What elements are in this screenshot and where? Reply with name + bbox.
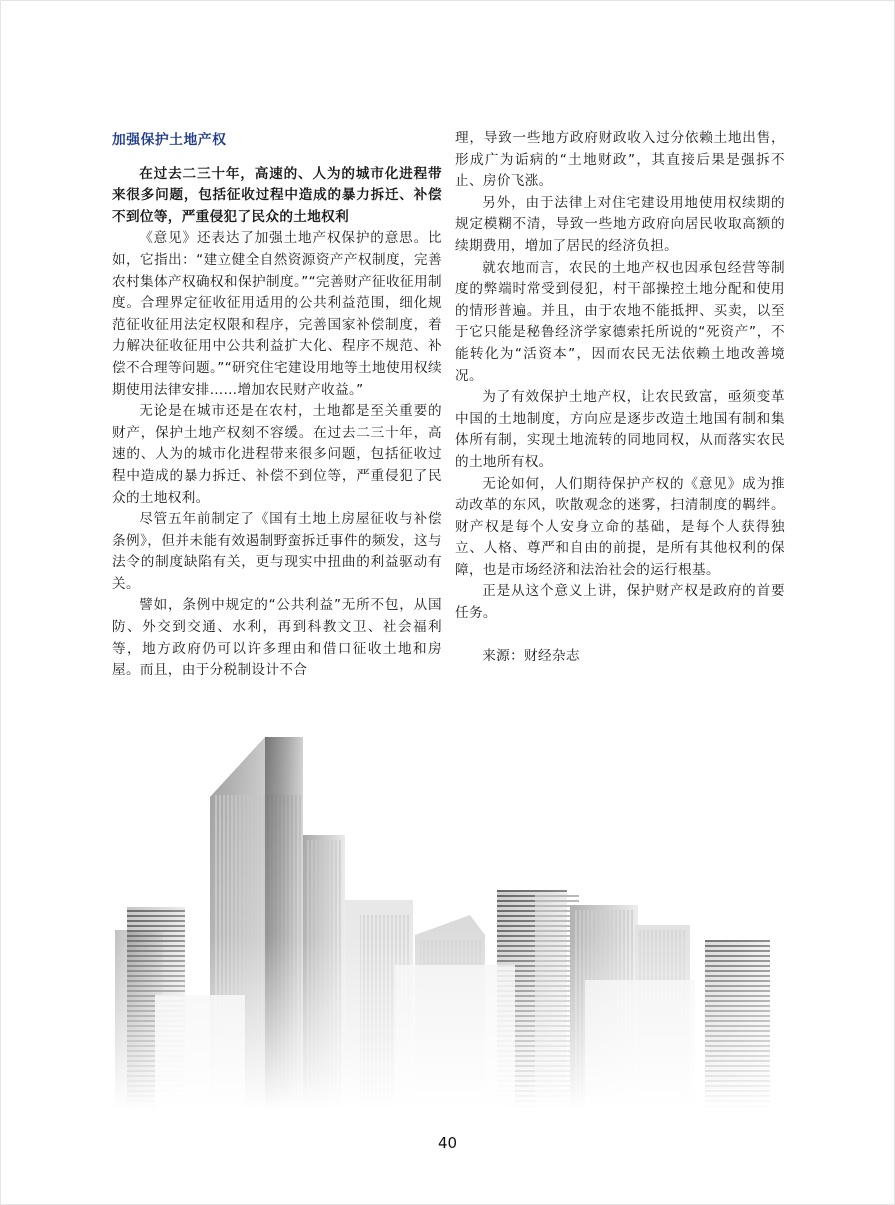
article-right-column xyxy=(455,128,785,681)
paragraph-continuation: 理，导致一些地方政府财政收入过分依赖土地出售，形成广为诟病的“土地财政”，其直接后果是强拆不止、房价飞涨。 xyxy=(455,130,785,190)
paragraph: 譬如，条例中规定的“公共利益”无所不包，从国防、外交到交通、水利，再到科教文卫、社会福利等，地方政府仍可以许多理由和借口征收土地和房屋。而且，由于分税制设计不合 xyxy=(112,597,442,679)
article-heading: 加强保护土地产权 xyxy=(112,132,227,148)
page-number: 40 xyxy=(437,1134,458,1152)
city-skyline-illustration xyxy=(115,725,780,1110)
paragraph: 为了有效保护土地产权，让农民致富，亟须变革中国的土地制度，方向应是逐步改造土地国有制和集体所有制，实现土地流转的同地同权，从而落实农民的土地所有权。 xyxy=(455,389,785,470)
paragraph: 尽管五年前制定了《国有土地上房屋征收与补偿条例》，但并未能有效遏制野蛮拆迁事件的频发，这与法令的制度缺陷有关，更与现实中扭曲的利益驱动有关。 xyxy=(112,511,442,592)
paragraph: 《意见》还表达了加强土地产权保护的意思。比如，它指出：“建立健全自然资源资产产权制度，完善农村集体产权确权和保护制度。”“完善财产征收征用制度。合理界定征收征用适用的公共利益范围，细化规范征收征用法定权限和程序，完善国家补偿制度，着力解决征收征用中公共利益扩大化、程序不规范、补偿不合理等问题。”“研究住宅建设用地等土地使用权续期使用法律安排……增加农民财产收益。” xyxy=(112,230,442,398)
paragraph: 无论是在城市还是在农村，土地都是至关重要的财产，保护土地产权刻不容缓。在过去二三十年，高速的、人为的城市化进程带来很多问题，包括征收过程中造成的暴力拆迁、补偿不到位等，严重侵犯了民众的土地权利。 xyxy=(112,403,442,506)
article-left-column xyxy=(112,130,442,682)
article-source: 来源：财经杂志 xyxy=(482,647,580,664)
paragraph: 另外，由于法律上对住宅建设用地使用权续期的规定模糊不清，导致一些地方政府向居民收取高额的续期费用，增加了居民的经济负担。 xyxy=(455,194,785,254)
paragraph: 就农地而言，农民的土地产权也因承包经营等制度的弊端时常受到侵犯，村干部操控土地分配和使用的情形普遍。并且，由于农地不能抵押、买卖，以至于它只能是秘鲁经济学家德索托所说的“死资产”，不能转化为“活资本”，因而农民无法依赖土地改善境况。 xyxy=(455,259,785,384)
paragraph: 正是从这个意义上讲，保护财产权是政府的首要任务。 xyxy=(455,583,785,622)
paragraph: 无论如何，人们期待保护产权的《意见》成为推动改革的东风，吹散观念的迷雾，扫清制度的羁绊。财产权是每个人安身立命的基础，是每个人获得独立、人格、尊严和自由的前提，是所有其他权利的保障，也是市场经济和法治社会的运行根基。 xyxy=(455,475,785,578)
article-lead: 在过去二三十年，高速的、人为的城市化进程带来很多问题，包括征收过程中造成的暴力拆迁、补偿不到位等，严重侵犯了民众的土地权利 xyxy=(112,165,442,225)
